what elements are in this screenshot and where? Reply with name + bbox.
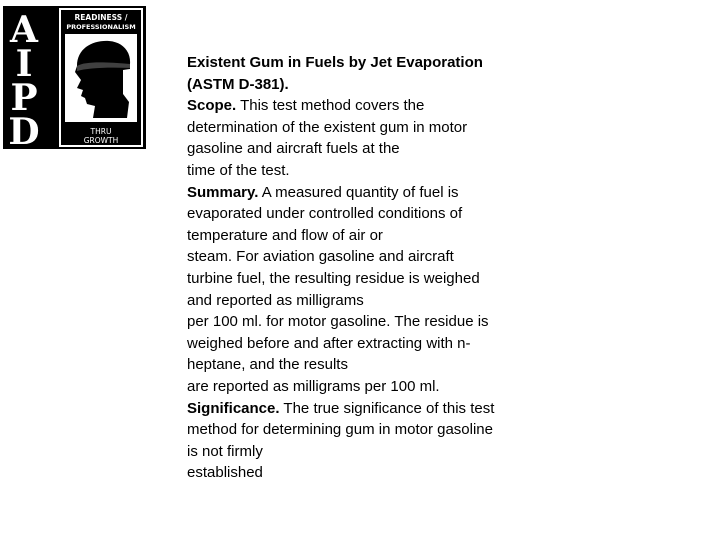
logo-letter-i: I — [15, 43, 33, 85]
scope-label: Scope. — [187, 97, 237, 115]
significance-label: Significance. — [187, 399, 280, 417]
summary-line-3: temperature and flow of air or — [187, 226, 383, 244]
significance-line-4: established — [187, 464, 263, 482]
logo-top-text-2: PROFESSIONALISM — [66, 23, 136, 31]
logo-letter-a: A — [10, 9, 38, 51]
scope-text-1: This test method covers the — [236, 97, 425, 115]
scope-line-3: gasoline and aircraft fuels at the — [187, 140, 400, 158]
summary-label: Summary. — [187, 183, 259, 201]
aipd-logo-graphic — [3, 6, 146, 149]
scope-line-4: time of the test. — [187, 161, 290, 179]
summary-line-10: are reported as milligrams per 100 ml. — [187, 377, 440, 395]
logo-letter-p: P — [10, 77, 38, 119]
summary-line-4: steam. For aviation gasoline and aircraft — [187, 248, 454, 266]
summary-line-2: evaporated under controlled conditions of — [187, 205, 463, 223]
significance-line-2: method for determining gum in motor gasoline — [187, 421, 493, 439]
doc-title-line-1: Existent Gum in Fuels by Jet Evaporation — [187, 54, 483, 71]
summary-line-9: heptane, and the results — [187, 356, 348, 374]
summary-line-1 — [187, 182, 547, 204]
summary-line-6: and reported as milligrams — [187, 291, 364, 309]
scope-line-2: determination of the existent gum in motor — [187, 118, 468, 136]
summary-line-7: per 100 ml. for motor gasoline. The residue is — [187, 313, 489, 331]
logo-letter-d: D — [8, 111, 40, 149]
document-body — [187, 52, 547, 484]
doc-title-line-2: (ASTM D-381). — [187, 75, 289, 93]
summary-line-5: turbine fuel, the resulting residue is weighed — [187, 269, 480, 287]
summary-text-1: A measured quantity of fuel is — [258, 183, 459, 201]
aipd-logo — [3, 6, 146, 149]
logo-top-text-1: READINESS / — [74, 13, 128, 22]
significance-text-1: The true significance of this test — [279, 399, 495, 417]
soldier-helmet-icon — [65, 34, 137, 122]
significance-line-3: is not firmly — [187, 442, 263, 460]
summary-line-8: weighed before and after extracting with n- — [187, 334, 471, 352]
significance-line-1 — [187, 398, 547, 420]
logo-bottom-text-1: THRU — [90, 127, 112, 136]
scope-line-1 — [187, 95, 547, 117]
logo-bottom-text-2: GROWTH — [83, 136, 119, 145]
